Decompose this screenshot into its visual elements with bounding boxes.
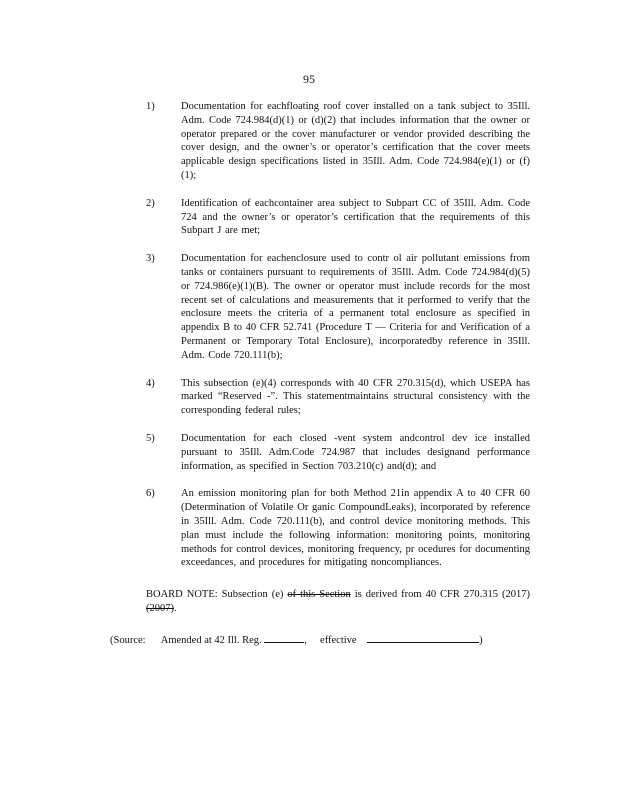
list-item (146, 100, 530, 183)
list-item-text: Documentation for eachfloating roof cover installed on a tank subject to 35Ill. Adm. Code 724.984(d)(1) or (d)(2) that includes information that the owner or operator prepared or the cover manufacturer or vendor provided describing the cover design, and the owner’s or operator’s certification that the cover meets applicable design specifications listed in 35Ill. Adm. Code 724.984(e)(1) or (f)(1); (181, 101, 530, 181)
list-item (146, 432, 530, 473)
list-item (146, 252, 530, 362)
board-note-period: . (174, 602, 177, 614)
effective-date-blank (367, 631, 479, 643)
list-item-text: This subsection (e)(4) corresponds with 40 CFR 270.315(d), which USEPA has marked “Reserved -”. This statementmaintains structural consistency with the corresponding federal rules; (181, 377, 530, 417)
page-number: 95 (303, 72, 315, 86)
board-note-middle: is derived from 40 CFR 270.315 (2017) (354, 589, 530, 600)
board-note (146, 588, 530, 616)
list-item (146, 377, 530, 418)
board-note-deleted-text: of this Section (287, 589, 351, 600)
list-item-number: 5) (146, 432, 155, 444)
register-blank (264, 631, 304, 643)
list-item-number: 4) (146, 377, 155, 389)
source-open: (Source: (110, 635, 146, 646)
list-item (146, 197, 530, 238)
source-effective: effective (320, 635, 357, 646)
source-line (110, 631, 550, 648)
list-item-text: An emission monitoring plan for both Method 21in appendix A to 40 CFR 60 (Determination of Volatile Or ganic CompoundLeaks), incorporated by reference in 35Ill. Adm. Code 720.111(b), and control device monitoring methods. This plan must include the following information: monitoring points, monitoring methods for control devices, monitoring frequency, pr ocedures for documenting exceedances, and procedures for mitigating noncompliances. (181, 488, 530, 569)
list-item (146, 487, 530, 570)
board-note-deleted-year: (2007) (146, 602, 174, 614)
list-item-text: Documentation for each closed -vent system andcontrol dev ice installed pursuant to 35Ill. Adm.Code 724.987 that includes designand performance information, as specified in Section 703.210(c) and(d); and (181, 432, 530, 472)
board-note-prefix: BOARD NOTE: Subsection (e) (146, 589, 284, 600)
list-item-number: 1) (146, 101, 155, 112)
source-close: ) (479, 635, 483, 646)
requirement-list (146, 100, 530, 584)
source-comma: , (304, 635, 307, 646)
list-item-number: 2) (146, 197, 155, 209)
list-item-text: Identification of eachcontainer area subject to Subpart CC of 35Ill. Adm. Code 724 and the owner’s or operator’s certification that the requirements of this Subpart J are met; (181, 197, 530, 237)
list-item-text: Documentation for eachenclosure used to contr ol air pollutant emissions from tanks or containers pursuant to requirements of 35Ill. Adm. Code 724.984(d)(5) or 724.986(e)(1)(B). The owner or operator must include records for the most recent set of calculations and measurements that it performed to verify that the enclosure meets the criteria of a permanent total enclosure as specified in appendix B to 40 CFR 52.741 (Procedure T — Criteria for and Verification of a Permanent or Temporary Total Enclosure), incorporatedby reference in 35Ill. Adm. Code 720.111(b); (181, 253, 530, 361)
list-item-number: 3) (146, 253, 155, 265)
source-amended: Amended at 42 Ill. Reg. (160, 635, 262, 646)
list-item-number: 6) (146, 488, 155, 500)
